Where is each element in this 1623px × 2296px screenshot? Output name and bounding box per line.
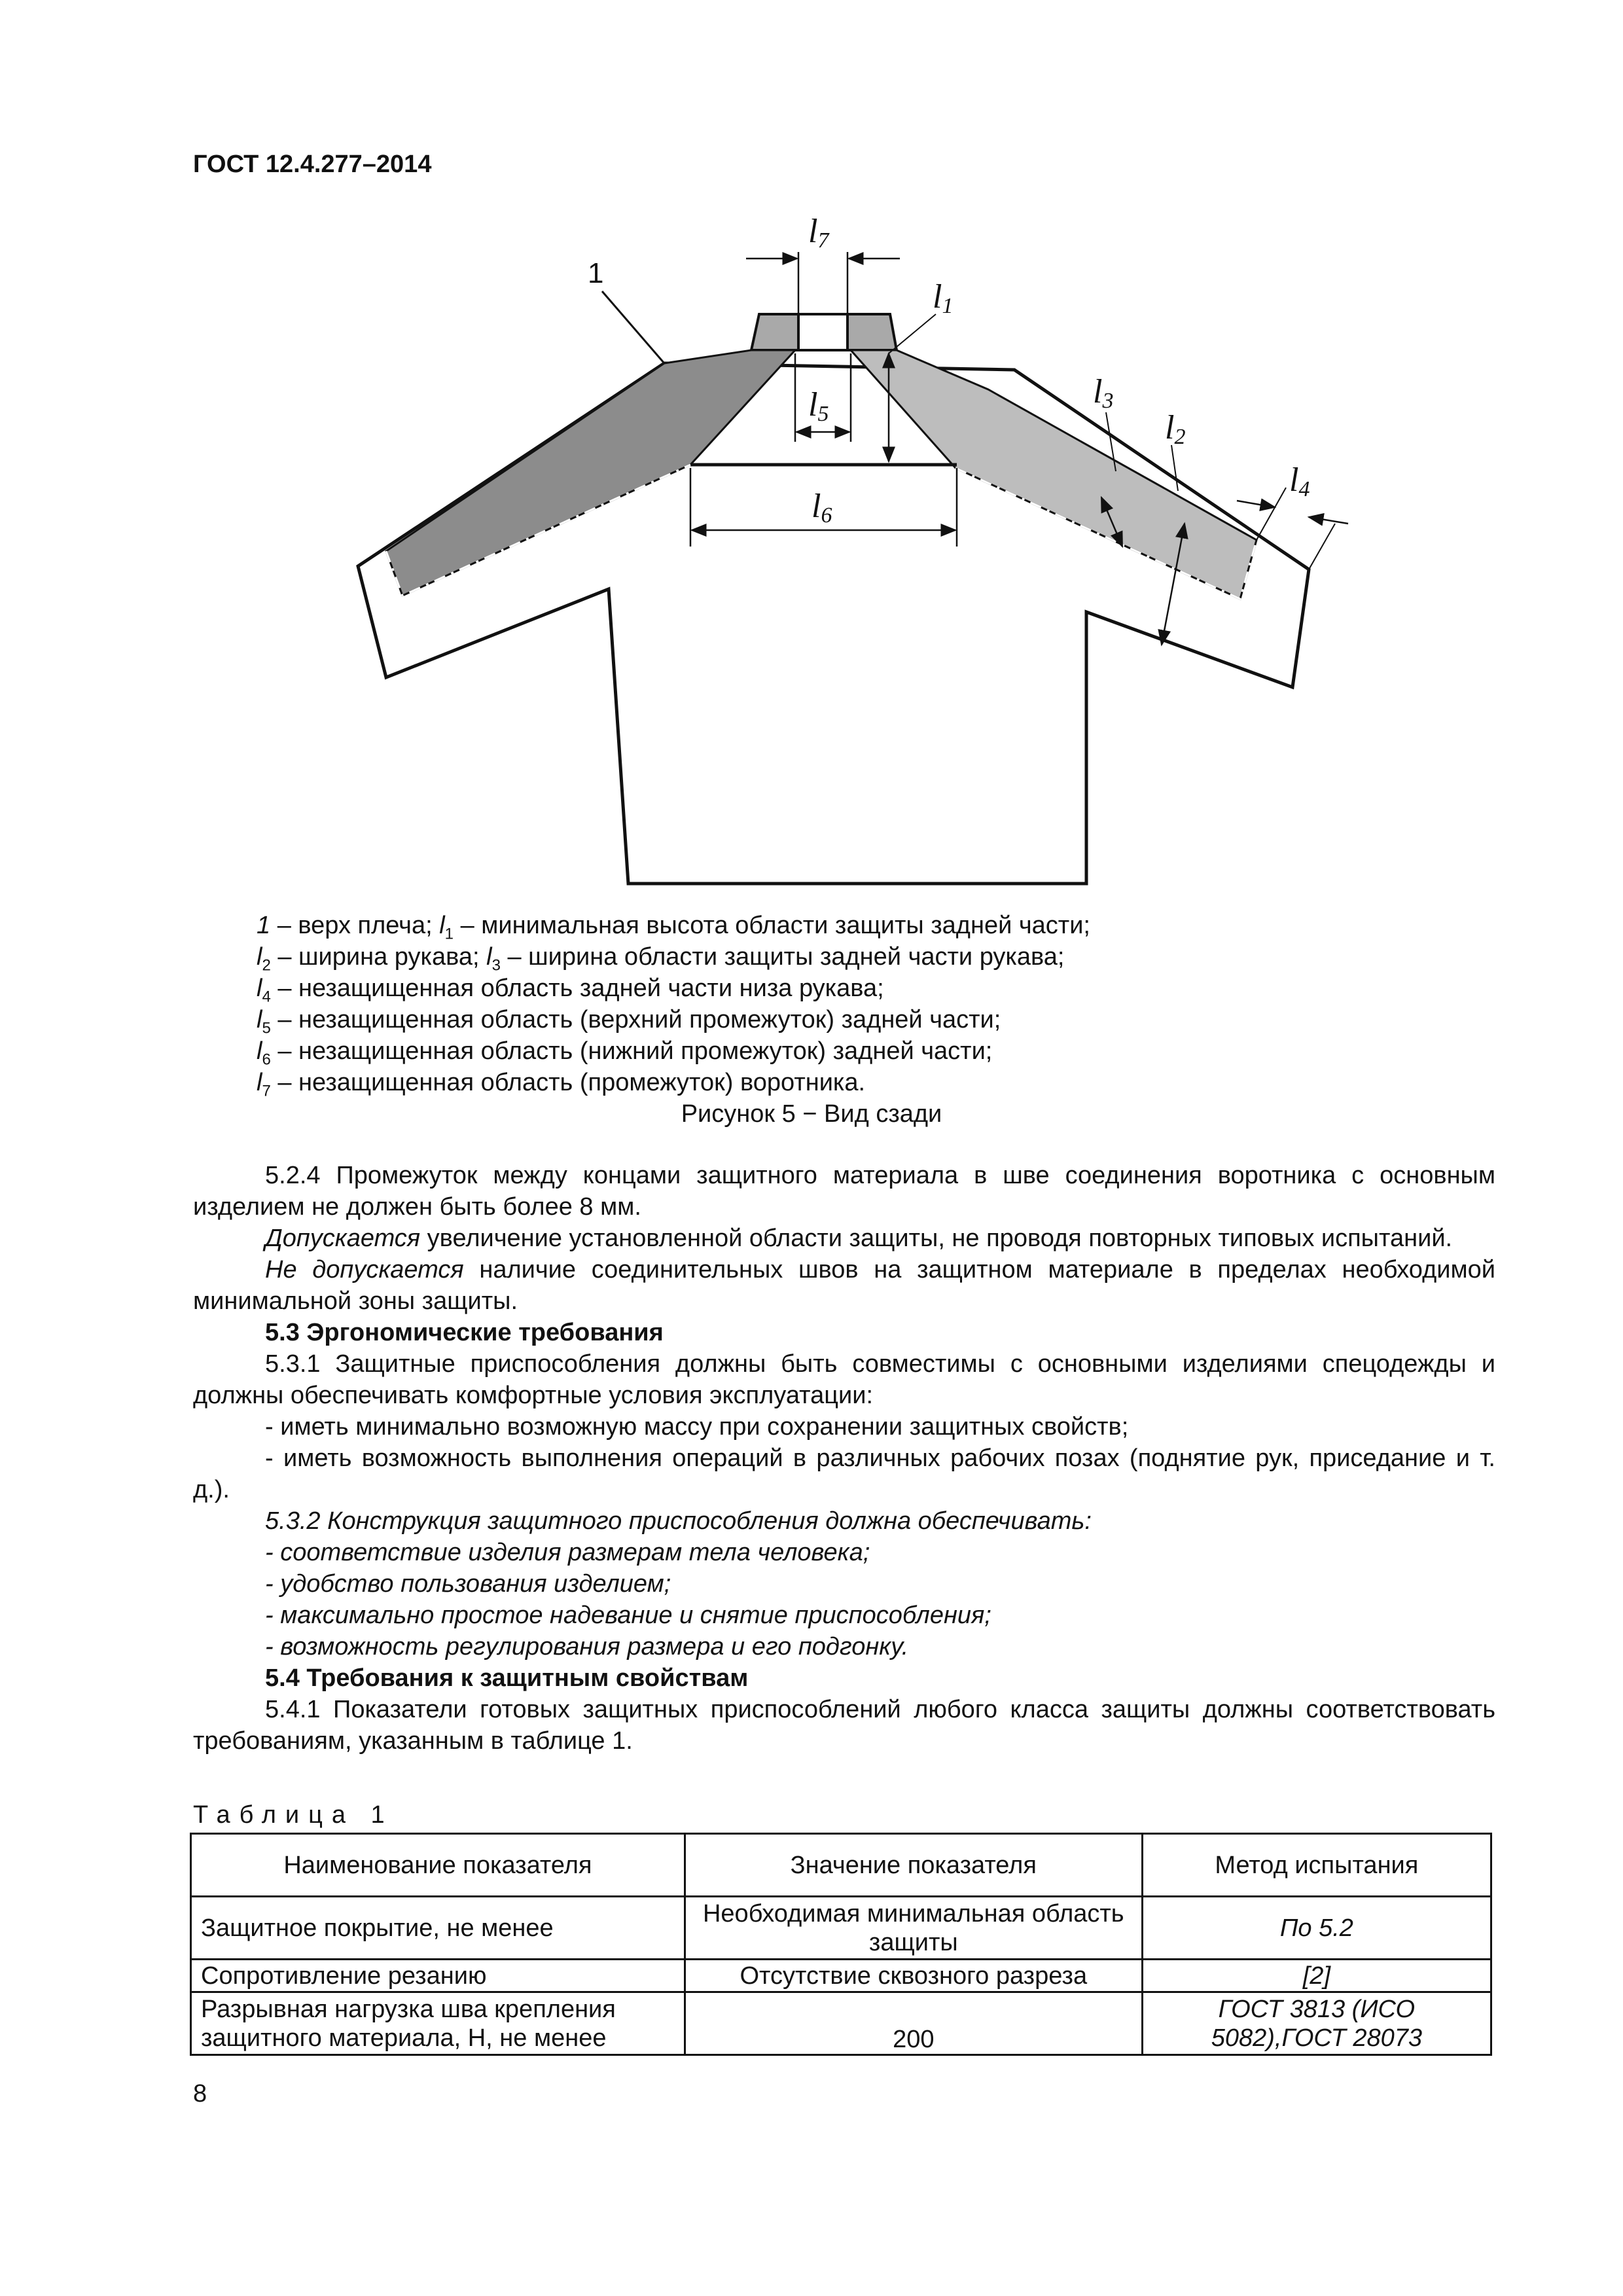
- paragraph-5-4-1: 5.4.1 Показатели готовых защитных приспособлений любого класса защиты должны соответствовать требованиям, указанным в таблице 1.: [193, 1696, 1495, 1755]
- table-header-cell: Метод испытания: [1142, 1834, 1491, 1897]
- l4-label: l4: [1289, 461, 1310, 501]
- table-cell: Защитное покрытие, не менее: [191, 1897, 685, 1960]
- table-cell: Необходимая минимальная область защиты: [685, 1897, 1142, 1960]
- table-cell: 200: [685, 1992, 1142, 2055]
- table-header-cell: Наименование показателя: [191, 1834, 685, 1897]
- document-header: ГОСТ 12.4.277–2014: [193, 151, 432, 178]
- bullet-item: - иметь возможность выполнения операций в различных рабочих позах (поднятие рук, приседание и т. д.).: [193, 1444, 1495, 1503]
- garment-back-view-diagram: [327, 216, 1361, 903]
- table-row: [191, 1960, 1491, 1992]
- table-row: [191, 1897, 1491, 1960]
- bullet-item: - иметь минимально возможную массу при сохранении защитных свойств;: [265, 1413, 1129, 1441]
- table-cell: Разрывная нагрузка шва крепления защитного материала, Н, не менее: [191, 1992, 685, 2055]
- legend-line: 1 – верх плеча; $l_1$ – минимальная высота области защиты задней части;: [257, 912, 1090, 943]
- bullet-item: - возможность регулирования размера и его подгонку.: [265, 1633, 909, 1660]
- body-text: [193, 1160, 1495, 1757]
- table-cell: [2]: [1142, 1960, 1491, 1992]
- table-cell: ГОСТ 3813 (ИСО 5082),ГОСТ 28073: [1142, 1992, 1491, 2055]
- item-1-label: 1: [588, 257, 604, 289]
- legend-line: $l_6$ – незащищенная область (нижний промежуток) задней части;: [257, 1037, 993, 1069]
- table-header-row: [191, 1834, 1491, 1897]
- paragraph-not-allowed: Не допускается наличие соединительных швов на защитном материале в пределах необходимой минимальной зоны защиты.: [193, 1256, 1495, 1315]
- paragraph-5-3-2: 5.3.2 Конструкция защитного приспособления должна обеспечивать:: [265, 1507, 1092, 1535]
- table-header-cell: Значение показателя: [685, 1834, 1142, 1897]
- paragraph-5-2-4: 5.2.4 Промежуток между концами защитного материала в шве соединения воротника с основным изделием не должен быть более 8 мм.: [193, 1162, 1495, 1221]
- bullet-item: - удобство пользования изделием;: [265, 1570, 671, 1598]
- figure-legend: [257, 910, 1090, 1098]
- table-cell: По 5.2: [1142, 1897, 1491, 1960]
- heading-5-4: 5.4 Требования к защитным свойствам: [265, 1664, 749, 1692]
- bullet-item: - максимально простое надевание и снятие приспособления;: [265, 1602, 991, 1629]
- bullet-item: - соответствие изделия размерам тела человека;: [265, 1539, 870, 1566]
- heading-5-3: 5.3 Эргономические требования: [265, 1319, 664, 1346]
- legend-line: $l_4$ – незащищенная область задней части низа рукава;: [257, 975, 884, 1006]
- page-number: 8: [193, 2080, 207, 2108]
- table-caption: Таблица 1: [193, 1801, 394, 1829]
- l5-label: l5: [808, 386, 829, 426]
- legend-line: $l_2$ – ширина рукава; $l_3$ – ширина области защиты задней части рукава;: [257, 943, 1065, 975]
- l2-label: l2: [1165, 409, 1186, 449]
- collar-gap: [798, 314, 847, 350]
- paragraph-allowed: Допускается увеличение установленной области защиты, не проводя повторных типовых испытаний.: [265, 1225, 1453, 1252]
- paragraph-5-3-1: 5.3.1 Защитные приспособления должны быть совместимы с основными изделиями спецодежды и должны обеспечивать комфортные условия эксплуатации:: [193, 1350, 1495, 1409]
- legend-line: $l_5$ – незащищенная область (верхний промежуток) задней части;: [257, 1006, 1001, 1037]
- l7-label: l7: [808, 216, 829, 253]
- table-cell: Сопротивление резанию: [191, 1960, 685, 1992]
- l3-label: l3: [1093, 373, 1114, 413]
- figure-caption: Рисунок 5 − Вид сзади: [681, 1100, 942, 1128]
- table-cell: Отсутствие сквозного разреза: [685, 1960, 1142, 1992]
- legend-line: $l_7$ – незащищенная область (промежуток) воротника.: [257, 1069, 866, 1100]
- requirements-table: [190, 1833, 1492, 2056]
- l1-label: l1: [933, 278, 954, 318]
- table-row: [191, 1992, 1491, 2055]
- l6-label: l6: [812, 488, 832, 528]
